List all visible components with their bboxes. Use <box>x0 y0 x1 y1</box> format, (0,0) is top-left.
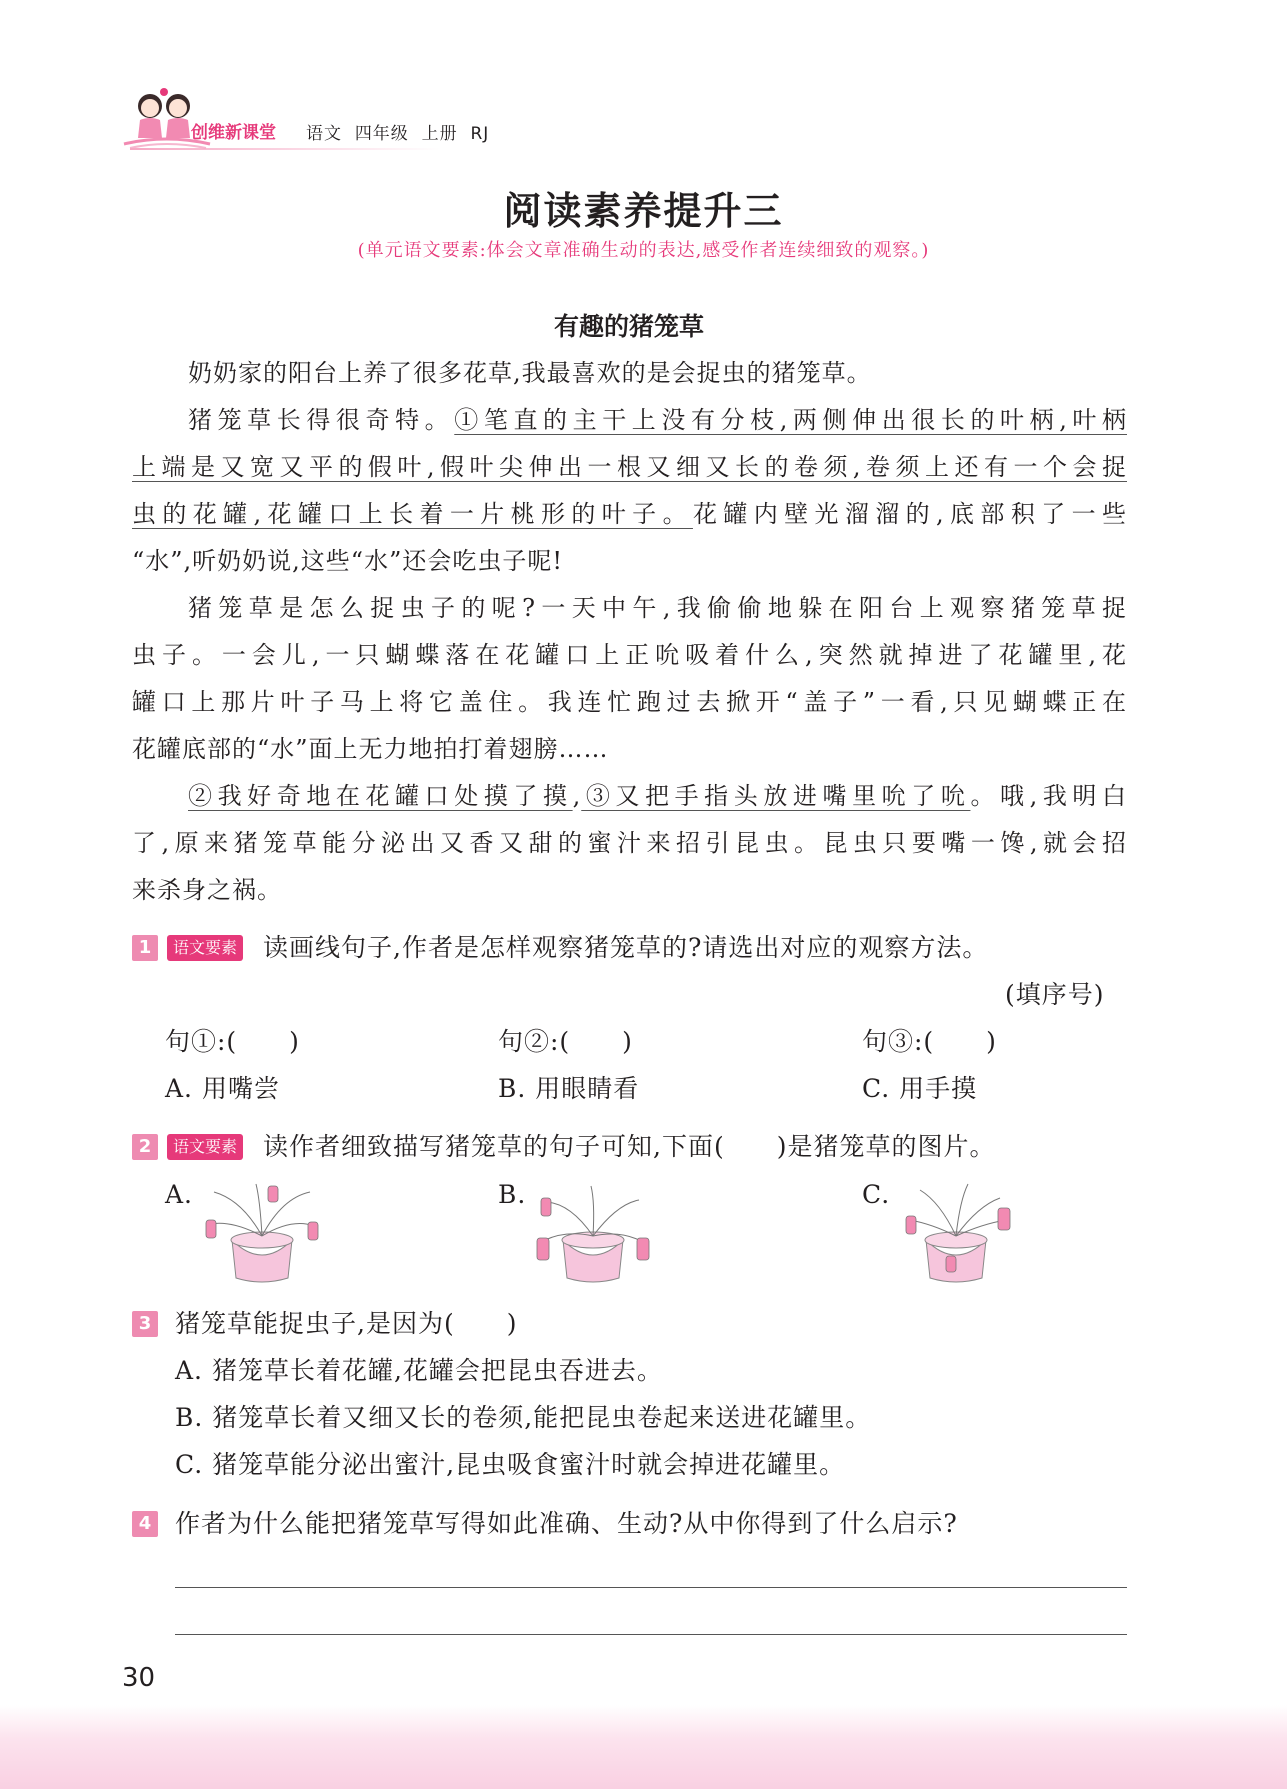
option-b: B. 用眼睛看 <box>498 1074 640 1103</box>
option-a: A. 猪笼草长着花罐,花罐会把昆虫吞进去。 <box>175 1356 663 1385</box>
story-line: 猪笼草是怎么捉虫子的呢?一天中午,我偷偷地躲在阳台上观察猪笼草捉 <box>188 594 1127 622</box>
question-1-tag: 语文要素 <box>167 935 243 961</box>
story-title: 有趣的猪笼草 <box>553 312 704 341</box>
answer-line-2[interactable] <box>175 1634 1127 1635</box>
option-b-label: B. <box>498 1180 527 1209</box>
story-line <box>132 491 1127 537</box>
option-c-label: C. <box>862 1180 891 1209</box>
story-line: 来杀身之祸。 <box>132 876 282 904</box>
underlined-sentence-1: ①笔直的主干上没有分枝,两侧伸出很长的叶柄,叶柄 <box>454 406 1127 434</box>
question-3-number: 3 <box>132 1311 158 1337</box>
underlined-sentence-2: ②我好奇地在花罐口处摸了摸 <box>188 782 573 810</box>
question-2-number: 2 <box>132 1134 158 1160</box>
pitcher-plant-a-icon <box>202 1180 322 1285</box>
grade: 四年级 <box>354 124 409 144</box>
story-text: 花罐内壁光溜溜的,底部积了一些 <box>692 500 1127 528</box>
question-2-tag: 语文要素 <box>167 1134 243 1160</box>
story-line: 花罐底部的“水”面上无力地拍打着翅膀…… <box>132 735 609 763</box>
story-line: 虫子。一会儿,一只蝴蝶落在花罐口上正吮吸着什么,突然就掉进了花罐里,花 <box>132 641 1127 669</box>
story-line <box>188 397 1127 443</box>
answer-blank-1[interactable]: 句①:( ) <box>165 1027 300 1056</box>
story-text: , <box>572 782 582 810</box>
answer-blank-2[interactable]: 句②:( ) <box>498 1027 633 1056</box>
answer-line-1[interactable] <box>175 1587 1127 1588</box>
option-b: B. 猪笼草长着又细又长的卷须,能把昆虫卷起来送进花罐里。 <box>175 1403 872 1432</box>
option-c: C. 猪笼草能分泌出蜜汁,昆虫吸食蜜汁时就会掉进花罐里。 <box>175 1450 846 1479</box>
story-text: 。哦,我明白 <box>970 782 1127 810</box>
edition: RJ <box>470 124 490 144</box>
underlined-sentence-3: ③又把手指头放进嘴里吮了吮 <box>581 782 971 810</box>
pitcher-plant-c-icon <box>896 1180 1016 1285</box>
question-4-text: 作者为什么能把猪笼草写得如此准确、生动?从中你得到了什么启示? <box>175 1509 958 1538</box>
question-2-text: 读作者细致描写猪笼草的句子可知,下面( )是猪笼草的图片。 <box>263 1132 996 1161</box>
page-subtitle: (单元语文要素:体会文章准确生动的表达,感受作者连续细致的观察。) <box>357 240 930 261</box>
header-divider <box>130 148 440 150</box>
story-line: 罐口上那片叶子马上将它盖住。我连忙跑过去掀开“盖子”一看,只见蝴蝶正在 <box>132 688 1127 716</box>
question-1-number: 1 <box>132 935 158 961</box>
page-title: 阅读素养提升三 <box>503 189 784 233</box>
book-info <box>306 119 489 144</box>
subject: 语文 <box>306 124 342 144</box>
question-1-text: 读画线句子,作者是怎样观察猪笼草的?请选出对应的观察方法。 <box>263 933 989 962</box>
page-number: 30 <box>122 1663 156 1693</box>
underlined-sentence-1-end: 虫的花罐,花罐口上长着一片桃形的叶子。 <box>132 500 693 528</box>
story-line: “水”,听奶奶说,这些“水”还会吃虫子呢! <box>132 547 563 575</box>
story-line: 了,原来猪笼草能分泌出又香又甜的蜜汁来招引昆虫。昆虫只要嘴一馋,就会招 <box>132 829 1127 857</box>
question-4-number: 4 <box>132 1511 158 1537</box>
question-3-text: 猪笼草能捉虫子,是因为( ) <box>175 1309 518 1338</box>
pitcher-plant-b-icon <box>533 1180 653 1285</box>
story-line <box>188 773 1127 819</box>
story-paragraph-1: 奶奶家的阳台上养了很多花草,我最喜欢的是会捉虫的猪笼草。 <box>188 359 872 387</box>
question-1-note: (填序号) <box>1005 980 1105 1009</box>
volume: 上册 <box>421 124 458 144</box>
answer-blank-3[interactable]: 句③:( ) <box>862 1027 997 1056</box>
brand-name: 创维新课堂 <box>191 123 276 143</box>
option-a-label: A. <box>165 1180 194 1209</box>
underlined-sentence-1-cont: 上端是又宽又平的假叶,假叶尖伸出一根又细又长的卷须,卷须上还有一个会捉 <box>132 453 1127 481</box>
story-text: 猪笼草长得很奇特。 <box>188 406 455 434</box>
footer-band <box>0 1705 1287 1789</box>
option-a: A. 用嘴尝 <box>165 1074 280 1103</box>
story-line <box>132 444 1127 490</box>
option-c: C. 用手摸 <box>862 1074 978 1103</box>
